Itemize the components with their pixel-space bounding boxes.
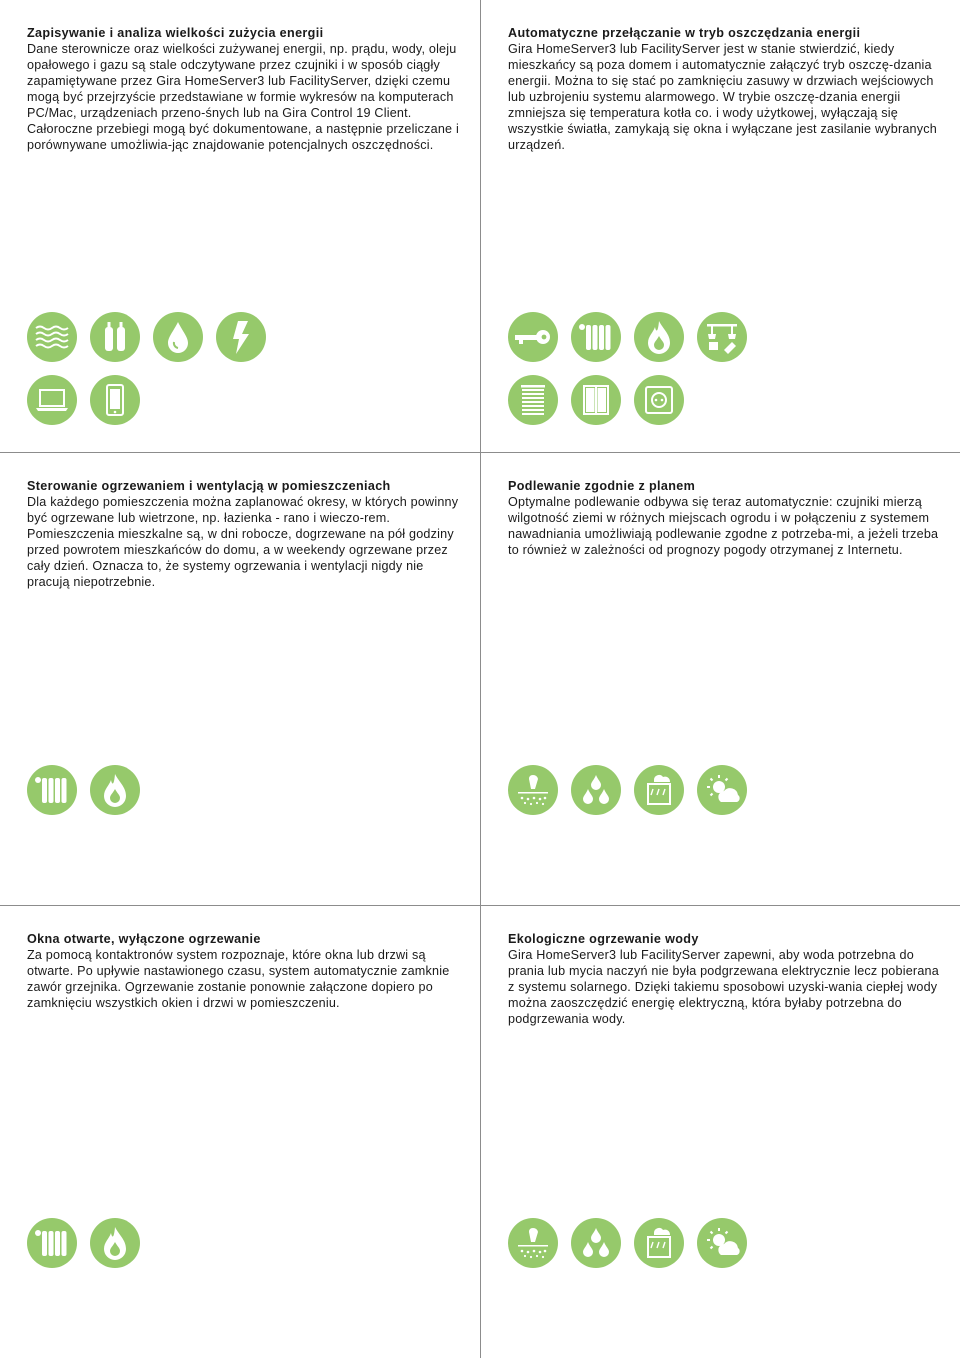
key-icon (508, 312, 558, 362)
icon-group-open-windows (27, 1218, 147, 1270)
laptop-icon (27, 375, 77, 425)
gas-cylinders-icon (90, 312, 140, 362)
section-energy-recording (27, 25, 467, 153)
icon-group-heating-ventilation (27, 765, 147, 817)
socket-icon (634, 375, 684, 425)
window-icon (571, 375, 621, 425)
sun-cloud-icon (697, 1218, 747, 1268)
waves-icon (27, 312, 77, 362)
horizontal-divider-2 (0, 905, 960, 906)
sprinkler-icon (508, 765, 558, 815)
flame-icon (90, 1218, 140, 1268)
section-title: Okna otwarte, wyłączone ogrzewanie (27, 932, 261, 946)
lightning-icon (216, 312, 266, 362)
vertical-divider (480, 0, 481, 1358)
section-title: Sterowanie ogrzewaniem i wentylacją w pomieszczeniach (27, 479, 391, 493)
smartphone-icon (90, 375, 140, 425)
icon-group-energy-saving-mode (508, 312, 768, 427)
water-drop-icon (153, 312, 203, 362)
section-energy-saving-mode (508, 25, 948, 153)
raindrops-icon (571, 765, 621, 815)
radiator-icon (27, 765, 77, 815)
section-body: Gira HomeServer3 lub FacilityServer jest w stanie stwierdzić, kiedy mieszkańcy są poza domem i automatycznie załączyć tryb oszczę-dzania energii. Można to się stać po zamknięciu zasuwy w drzwiach wejściowych lub uzbrojeniu systemu alarmowego. W trybie oszczę-dzania energii zmniejsza się temperatura kotła co. i wody użytkowej, wyłączają się wszystkie światła, zamykają się okna i wyłączane jest zasilanie wybranych urządzeń. (508, 42, 937, 152)
radiator-icon (571, 312, 621, 362)
blinds-icon (508, 375, 558, 425)
section-title: Automatyczne przełączanie w tryb oszczędzania energii (508, 26, 861, 40)
rain-window-icon (634, 765, 684, 815)
section-body: Dla każdego pomieszczenia można zaplanować okresy, w których powinny być ogrzewane lub wietrzone, np. łazienka - rano i wieczo-rem. Pomieszczenia mieszkalne są, w dni robocze, dogrzewane na pół godziny przed powrotem mieszkańców do domu, a w weekendy ogrzewane przez cały dzień. Oznacza to, że systemy ogrzewania i wentylacji nigdy nie pracują niepotrzebnie. (27, 495, 459, 589)
flame-icon (90, 765, 140, 815)
section-body: Gira HomeServer3 lub FacilityServer zapewni, aby woda potrzebna do prania lub mycia naczyń nie była podgrzewana elektrycznie lecz pobierana z systemu solarnego. Dzięki takiemu sposobowi uzyski-wania ciepłej wody można zaoszczędzić energię elektryczną, która byłaby potrzebna do podgrzewania wody. (508, 948, 939, 1026)
sprinkler-icon (508, 1218, 558, 1268)
ceiling-lights-icon (697, 312, 747, 362)
horizontal-divider-1 (0, 452, 960, 453)
icon-group-energy-recording (27, 312, 227, 427)
raindrops-icon (571, 1218, 621, 1268)
section-title: Ekologiczne ogrzewanie wody (508, 932, 699, 946)
icon-group-eco-water-heating (508, 1218, 758, 1270)
radiator-icon (27, 1218, 77, 1268)
section-eco-water-heating (508, 931, 948, 1027)
section-open-windows (27, 931, 467, 1011)
icon-group-irrigation (508, 765, 758, 817)
section-heating-ventilation (27, 478, 467, 590)
section-body: Za pomocą kontaktronów system rozpoznaje, które okna lub drzwi są otwarte. Po upływie nastawionego czasu, system automatycznie zamknie zawór grzejnika. Ogrzewanie zostanie ponownie załączone dopiero po zamknięciu wszystkich okien i drzwi w pomieszczeniu. (27, 948, 450, 1010)
rain-window-icon (634, 1218, 684, 1268)
section-body: Optymalne podlewanie odbywa się teraz automatycznie: czujniki mierzą wilgotność ziemi w różnych miejscach ogrodu i w połączeniu z systemem nawadniania umożliwiają podlewanie zgodne z potrzeba-mi, a jeżeli trzeba to również w zależności od prognozy pogody otrzymanej z Internetu. (508, 495, 939, 557)
section-body: Dane sterownicze oraz wielkości zużywanej energii, np. prądu, wody, oleju opałowego i gazu są stale odczytywane przez czujniki i w sposób ciągły zapamiętywane przez Gira HomeServer3 lub FacilityServer, dzięki czemu mogą być przejrzyście przedstawiane w formie wykresów na komputerach PC/Mac, urządzeniach przeno-śnych lub na Gira Control 19 Client. Całoroczne przebiegi mogą być dokumentowane, a następnie przeliczane i porównywane umożliwia-jąc znajdowanie potencjalnych oszczędności. (27, 42, 459, 152)
section-irrigation (508, 478, 948, 558)
section-title: Podlewanie zgodnie z planem (508, 479, 696, 493)
section-title: Zapisywanie i analiza wielkości zużycia energii (27, 26, 324, 40)
sun-cloud-icon (697, 765, 747, 815)
flame-icon (634, 312, 684, 362)
